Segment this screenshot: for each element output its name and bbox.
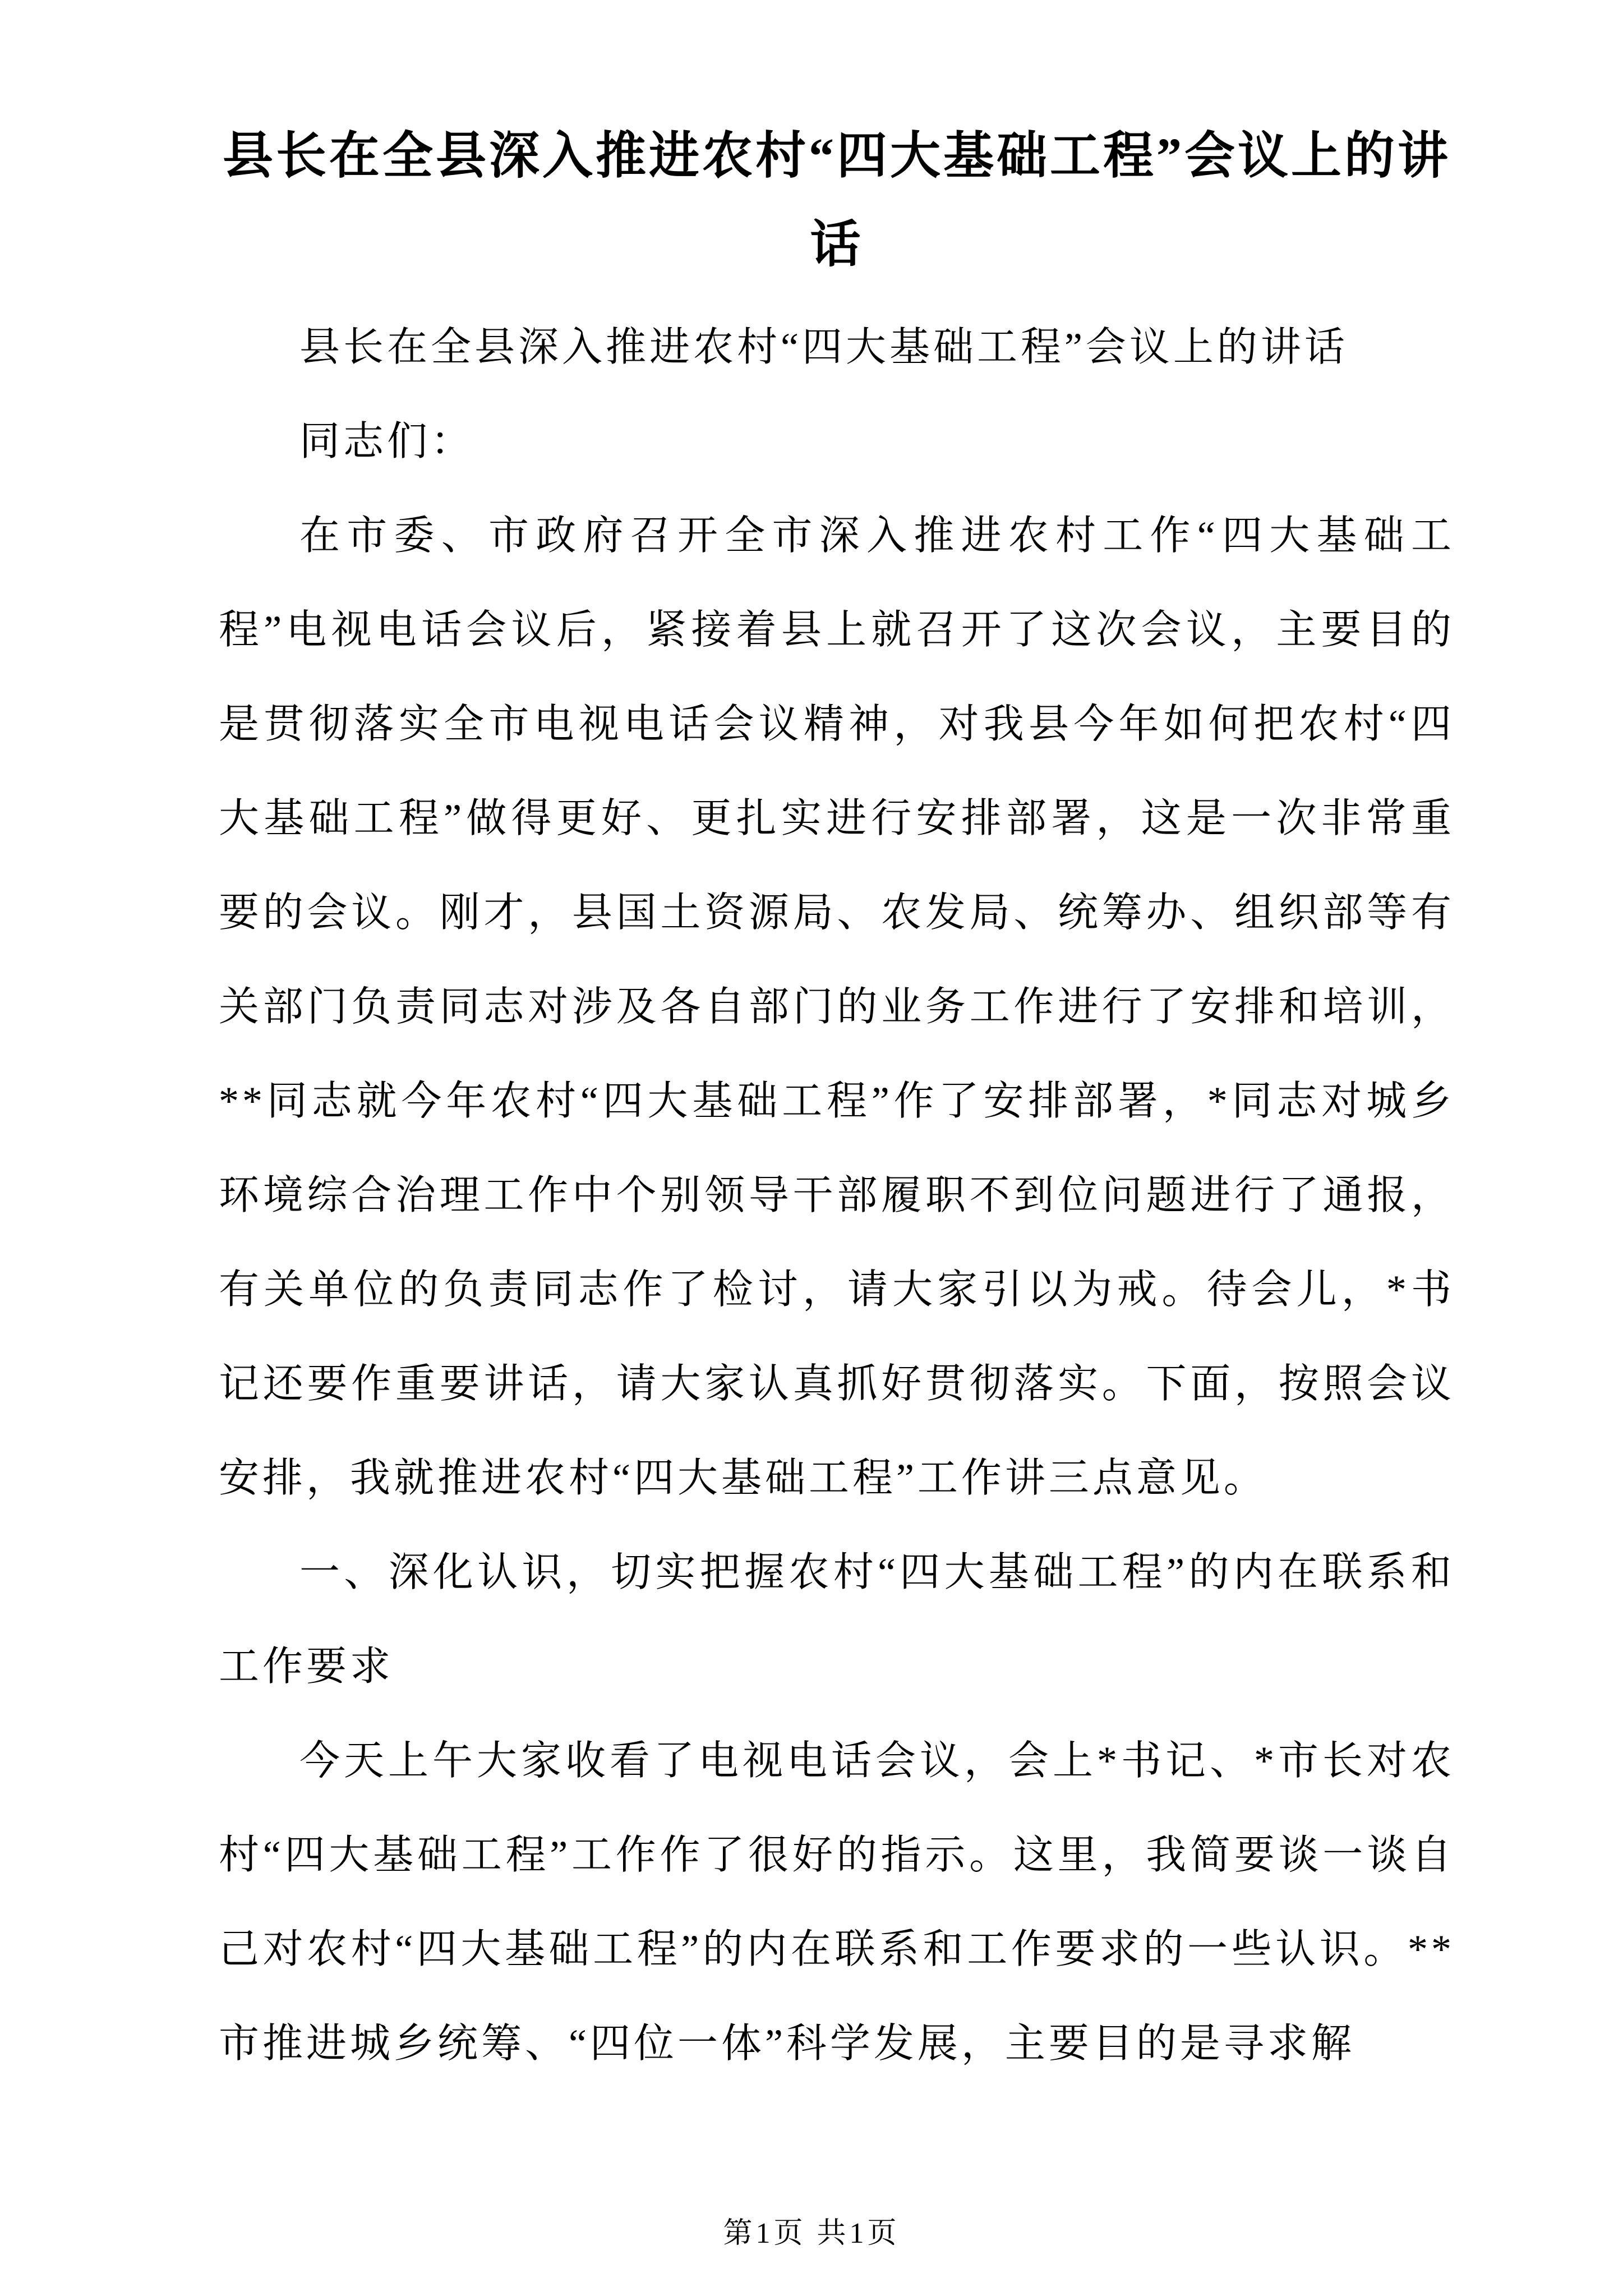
paragraph-subtitle: 县长在全县深入推进农村“四大基础工程”会议上的讲话 (299, 325, 1348, 370)
paragraph-salutation: 同志们： (299, 419, 475, 464)
paragraph-section-body: 今天上午大家收看了电视电话会议，会上*书记、*市长对农村“四大基础工程”工作作了很好的指示。这里，我简要谈一谈自己对农村“四大基础工程”的内在联系和工作要求的一些认识。**市推进城乡统筹、“四位一体”科学发展，主要目的是寻求解 (219, 1738, 1455, 2066)
document-body (219, 300, 1455, 2091)
document-title: 县长在全县深入推进农村“四大基础工程”会议上的讲话 (223, 128, 1451, 273)
paragraph-intro: 在市委、市政府召开全市深入推进农村工作“四大基础工程”电视电话会议后，紧接着县上就召开了这次会议，主要目的是贯彻落实全市电视电话会议精神，对我县今年如何把农村“四大基础工程”做得更好、更扎实进行安排部署，这是一次非常重要的会议。刚才，县国土资源局、农发局、统筹办、组织部等有关部门负责同志对涉及各自部门的业务工作进行了安排和培训，**同志就今年农村“四大基础工程”作了安排部署，*同志对城乡环境综合治理工作中个别领导干部履职不到位问题进行了通报，有关单位的负责同志作了检讨，请大家引以为戒。待会儿，*书记还要作重要讲话，请大家认真抓好贯彻落实。下面，按照会议安排，我就推进农村“四大基础工程”工作讲三点意见。 (219, 513, 1455, 1501)
page-number-footer: 第1页 共1页 (723, 2217, 900, 2249)
paragraph-section-heading: 一、深化认识，切实把握农村“四大基础工程”的内在联系和工作要求 (219, 1550, 1455, 1689)
